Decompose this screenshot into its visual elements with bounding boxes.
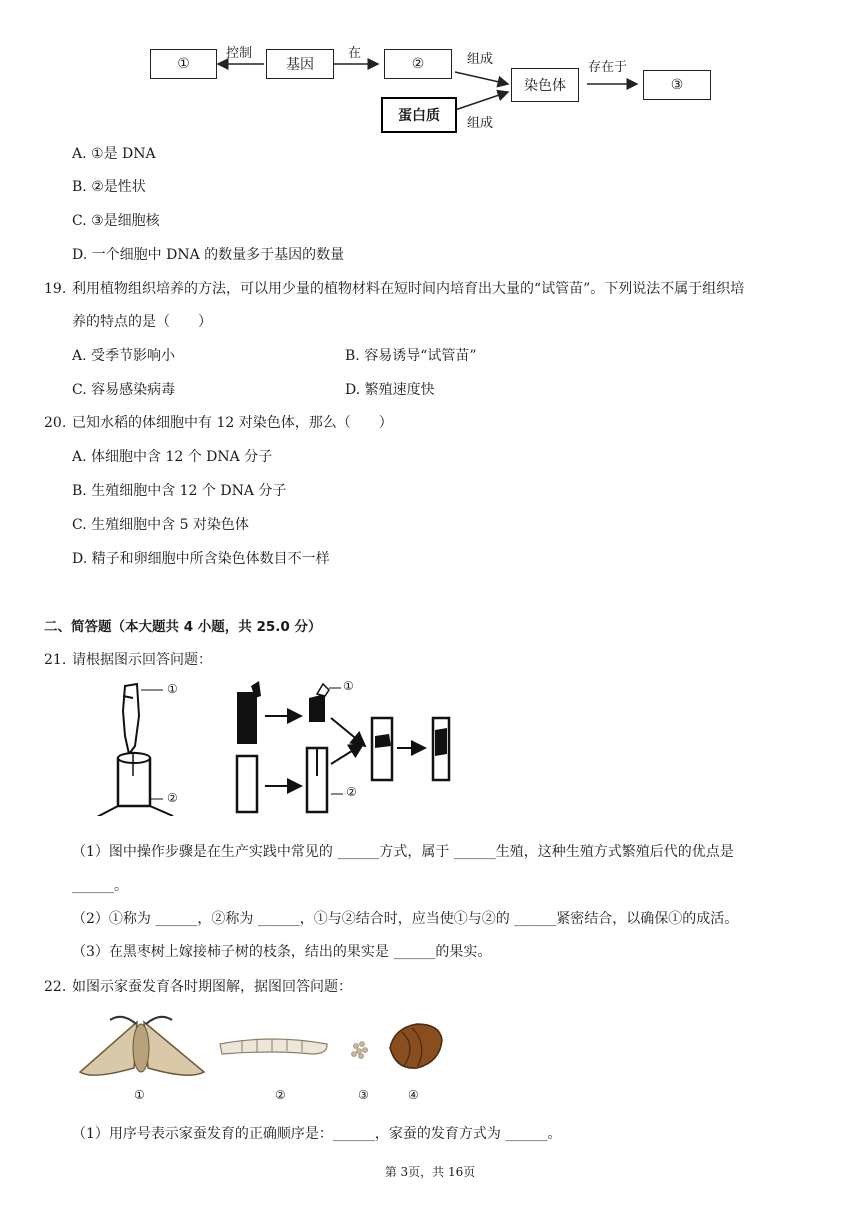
option-letter: C. (72, 382, 87, 398)
q22-stem: 如图示家蚕发育各时期图解，据图回答问题： (72, 979, 352, 995)
q19-stem-line1: 利用植物组织培养的方法，可以用少量的植物材料在短时间内培育出大量的“试管苗”。下列说法不属于组织培 (72, 281, 745, 297)
q18-option-b (72, 177, 146, 197)
box-circle-2: ② (384, 49, 452, 79)
option-text: 精子和卵细胞中所含染色体数目不一样 (91, 551, 330, 567)
q22-sub1: （1）用序号表示家蚕发育的正确顺序是：______，家蚕的发育方式为 ______。 (72, 1126, 562, 1142)
q21-stem: 请根据图示回答问题： (72, 652, 212, 668)
option-letter: A. (72, 449, 87, 465)
section-title: 二、简答题（本大题共 4 小题，共 25.0 分） (44, 619, 322, 635)
option-text: 生殖细胞中含 5 对染色体 (91, 517, 249, 533)
compose-label-bottom: 组成 (467, 116, 494, 131)
fig22-label-1: ① (134, 1088, 145, 1102)
control-label: 控制 (226, 46, 253, 61)
q20-stem: 已知水稻的体细胞中有 12 对染色体，那么（ ） (72, 415, 393, 431)
fig21-label-3: ① (343, 679, 354, 693)
fig21-label-2: ② (167, 791, 178, 805)
option-text: 受季节影响小 (91, 348, 176, 364)
chromosome-box: 染色体 (511, 68, 579, 102)
page-footer: 第 3页，共 16页 (384, 1165, 476, 1179)
option-letter: D. (72, 247, 88, 263)
q21-sub3: （3）在黑枣树上嫁接柿子树的枝条，结出的果实是 ______的果实。 (72, 944, 492, 960)
option-letter: B. (345, 348, 360, 364)
option-letter: A. (72, 146, 87, 162)
option-text: 一个细胞中 DNA 的数量多于基因的数量 (91, 247, 345, 263)
grafting-illustration (85, 676, 465, 816)
option-text: 容易感染病毒 (91, 382, 176, 398)
at-label: 在 (348, 46, 362, 61)
option-letter: B. (72, 483, 87, 499)
q22-number: 22. (44, 979, 67, 995)
q21-number: 21. (44, 652, 67, 668)
q21-sub1-line1: （1）图中操作步骤是在生产实践中常见的 ______方式，属于 ______生殖，这种生殖方式繁殖后代的优点是 (72, 844, 734, 860)
option-letter: A. (72, 348, 87, 364)
fig22-label-2: ② (275, 1088, 286, 1102)
q19-number: 19. (44, 281, 67, 297)
option-text: 生殖细胞中含 12 个 DNA 分子 (91, 483, 287, 499)
q18-option-d (72, 245, 344, 265)
box-circle-3: ③ (643, 70, 711, 100)
option-letter: B. (72, 179, 87, 195)
option-text: ③是细胞核 (91, 213, 160, 229)
q20-option-c (72, 515, 249, 535)
q20-option-d (72, 549, 330, 569)
q21-sub2: （2）①称为 ______，②称为 ______，①与②结合时，应当使①与②的 ______紧密结合，以确保①的成活。 (72, 911, 739, 927)
q19-stem-line2: 养的特点的是（ ） (72, 314, 212, 330)
exists-in-label: 存在于 (588, 60, 628, 75)
q19-option-c (72, 380, 175, 400)
compose-label-top: 组成 (467, 52, 494, 67)
q20-option-b (72, 481, 286, 501)
option-letter: D. (72, 551, 88, 567)
option-text: 繁殖速度快 (364, 382, 435, 398)
fig22-label-4: ④ (408, 1088, 419, 1102)
option-letter: C. (72, 517, 87, 533)
option-text: 体细胞中含 12 个 DNA 分子 (91, 449, 273, 465)
option-letter: C. (72, 213, 87, 229)
silkworm-illustration (72, 1010, 452, 1085)
q19-option-d (345, 380, 435, 400)
gene-box: 基因 (266, 49, 334, 79)
q18-option-a (72, 144, 156, 164)
fig21-label-1: ① (167, 682, 178, 696)
option-text: ①是 DNA (91, 146, 156, 162)
q18-option-c (72, 211, 160, 231)
option-text: 容易诱导“试管苗” (364, 348, 477, 364)
q20-option-a (72, 447, 272, 467)
q19-option-a (72, 346, 175, 366)
option-text: ②是性状 (91, 179, 146, 195)
q20-number: 20. (44, 415, 67, 431)
fig21-label-4: ② (346, 785, 357, 799)
option-letter: D. (345, 382, 361, 398)
q19-option-b (345, 346, 477, 366)
q21-sub1-line2: ______。 (72, 878, 128, 894)
fig22-label-3: ③ (358, 1088, 369, 1102)
box-circle-1: ① (150, 49, 217, 79)
protein-box: 蛋白质 (381, 97, 457, 133)
